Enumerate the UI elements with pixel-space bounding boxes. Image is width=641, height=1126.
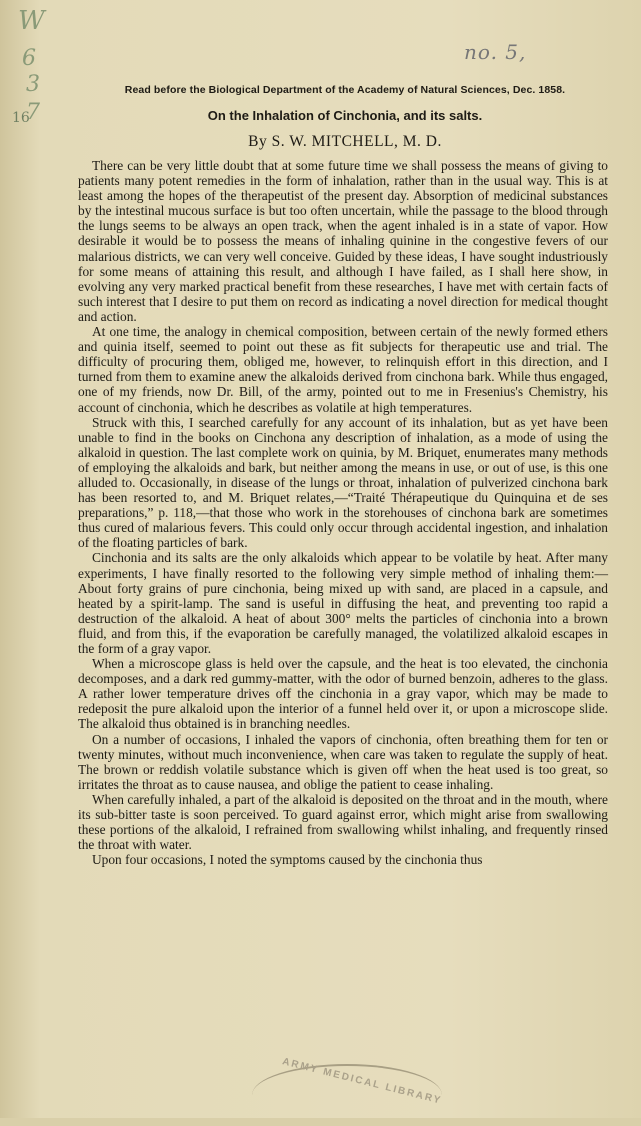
paragraph: Upon four occasions, I noted the symptoms caused by the cinchonia thus xyxy=(92,852,483,868)
author-line: By S. W. MITCHELL, M. D. xyxy=(248,133,442,150)
paragraph: Cinchonia and its salts are the only alkaloids which appear to be volatile by heat. After many experiments, I have finally resorted to the following very simple method of inhaling them:—About forty grains of pure cinchonia, being mixed up with sand, are placed in a capsule, and heated by a spirit-lamp. The sand is useful in diffusing the heat, and preventing too rapid a destruction of the alkaloid. A heat of about 300° melts the particles of cinchonia into a brown fluid, and from this, if the evaporation be carefully managed, the volatilized alkaloid escapes in the form of a gray vapor. xyxy=(78,550,608,656)
paragraph: At one time, the analogy in chemical composition, between certain of the newly formed ethers and quinia itself, seemed to point out these as fit subjects for therapeutic use and trial. The difficulty of procuring them, obliged me, however, to relinquish effort in this direction, and I turned from them to examine anew the alkaloids derived from cinchona bark. While thus engaged, one of my friends, now Dr. Bill, of the army, pointed out to me in Fresenius's Chemistry, his account of cinchonia, which he describes as volatile at high temperatures. xyxy=(78,324,608,415)
margin-note: W xyxy=(18,6,45,36)
margin-note: 3 xyxy=(26,72,40,97)
margin-note: 16 xyxy=(12,110,30,126)
handwritten-number-note: no. 5, xyxy=(464,40,527,64)
paragraph: When a microscope glass is held over the capsule, and the heat is too elevated, the cinchonia decomposes, and a dark red gummy-matter, with the odor of burned benzoin, adheres to the glass. A rather lower temperature drives off the cinchonia in a gray vapor, which may be made to redeposit the pure alkaloid upon the interior of a funnel held over it, or upon a microscope slide. The alkaloid thus obtained is in branching needles. xyxy=(78,656,608,732)
margin-note: 7 xyxy=(26,100,40,125)
article-body xyxy=(78,158,608,867)
paragraph: There can be very little doubt that at some future time we shall possess the means of giving to patients many potent remedies in the form of inhalation, rather than in the usual way. This is at least among the hopes of the therapeutist of the present day. Absorption of medicinal substances by the intestinal mucous surface is but too often uncertain, while the passage to the blood through the lungs seems to be always an open track, when the agent inhaled is in a state of vapor. How desirable it would be to possess the means of inhaling quinine in the congestive fevers of our malarious districts, we can very well conceive. Guided by these ideas, I have sought industriously for some means of attaining this result, and although I have failed, as I shall here show, in evolving any very marked practical benefit from these researches, I have met with certain facts of such interest that I desire to put them on record as indicating a novel direction for medical thought and action. xyxy=(78,158,608,324)
presentation-header: Read before the Biological Department of the Academy of Natural Sciences, Dec. 1858. xyxy=(124,84,566,96)
library-stamp-text: ARMY MEDICAL LIBRARY xyxy=(281,1056,444,1107)
paragraph: Struck with this, I searched carefully for any account of its inhalation, but as yet have been unable to find in the books on Cinchona any description of inhalation, as a mode of using the alkaloid in question. The last complete work on quinia, by M. Briquet, enumerates many methods of employing the alkaloids and bark, but neither among the means in use, or out of use, is this one alluded to. Occasionally, in disease of the lungs or throat, inhalation of pulverized cinchona bark has been resorted to, and M. Briquet relates,—“Traité Thérapeutique du Quinquina et de ses preparations,” p. 118,—that those who work in the storehouses of cinchona bark are sometimes thus cured of malarious fevers. This could only occur through accidental ingestion, and inhalation of the floating particles of bark. xyxy=(78,414,608,551)
article-title: On the Inhalation of Cinchonia, and its salts. xyxy=(207,108,483,123)
margin-note: 6 xyxy=(22,46,36,71)
paragraph: When carefully inhaled, a part of the alkaloid is deposited on the throat and in the mouth, where its sub-bitter taste is soon perceived. To guard against error, which might arise from swallowing these portions of the alkaloid, I refrained from swallowing whilst inhaling, and frequently rinsed the throat with water. xyxy=(78,791,608,853)
handwritten-margin-notes xyxy=(6,6,66,136)
paragraph: On a number of occasions, I inhaled the vapors of cinchonia, often breathing them for ten or twenty minutes, without much inconvenience, when care was taken to regulate the supply of heat. The brown or reddish volatile substance which is given off when the heat used is too great, so irritates the throat as to cause nausea, and oblige the patient to cease inhaling. xyxy=(78,731,608,792)
